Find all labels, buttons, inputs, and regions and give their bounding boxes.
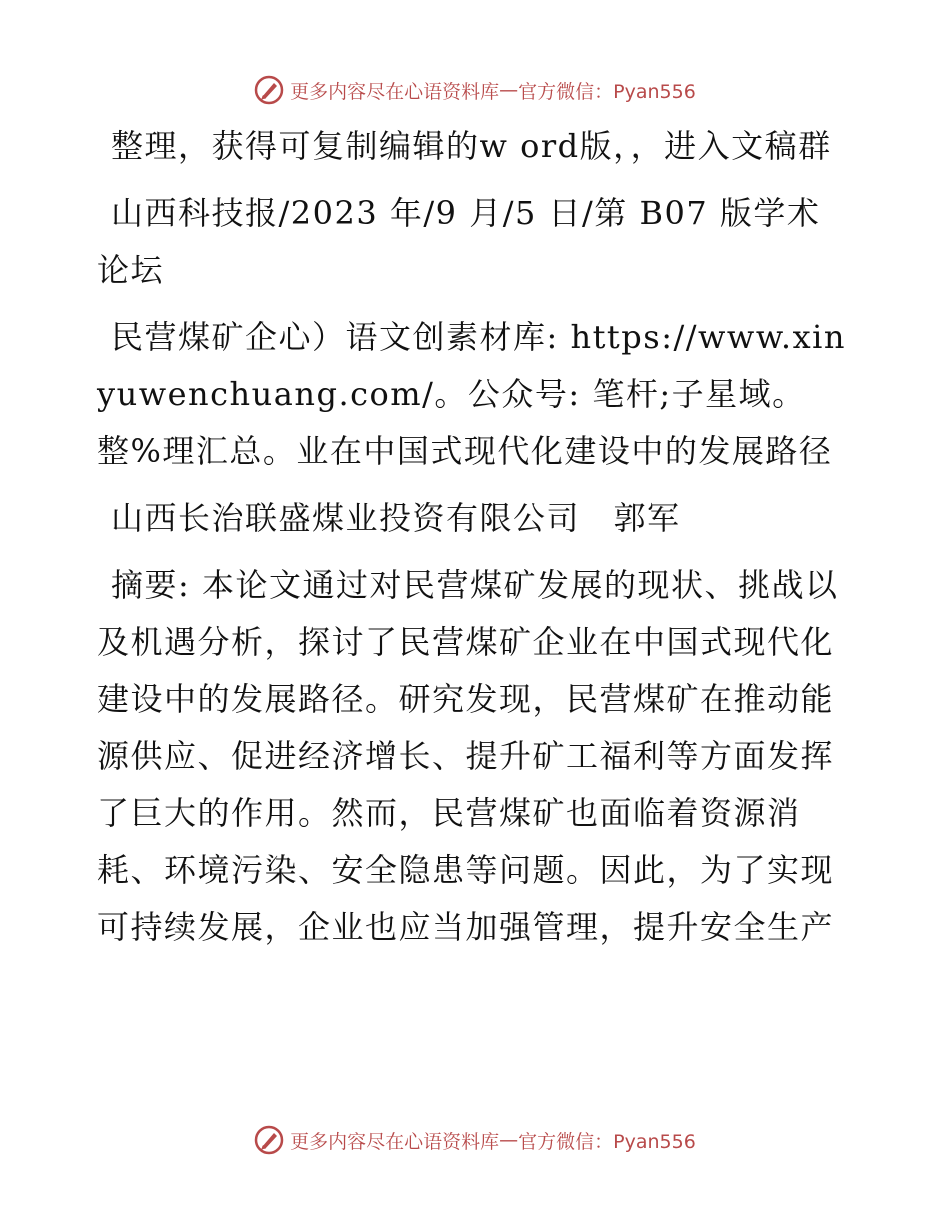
abstract-paragraph: 摘要: 本论文通过对民营煤矿发展的现状、挑战以及机遇分析，探讨了民营煤矿企业在中国式现代化建设中的发展路径。研究发现，民营煤矿在推动能源供应、促进经济增长、提升矿工福利等方面发挥了巨大的作用。然而，民营煤矿也面临着资源消耗、环境污染、安全隐患等问题。因此，为了实现可持续发展，企业也应当加强管理，提升安全生产 — [97, 566, 839, 946]
banner-wechat: 官方微信：Pyan556 — [518, 80, 696, 103]
document-body — [97, 118, 849, 956]
watermark-banner-bottom — [0, 1120, 950, 1160]
author-line: 山西长治联盛煤业投资有限公司 郭军 — [111, 499, 681, 537]
intro-paragraph: 整理，获得可复制编辑的w ord版，，进入文稿群 — [111, 127, 832, 165]
banner-text: 更多内容尽在心语资料库 — [290, 1130, 500, 1153]
pen-logo-icon — [254, 1125, 284, 1155]
article-title: 民营煤矿企心）语文创素材库: https://www.xinyuwenchuang.com/。公众号: 笔杆;子星域。整%理汇总。业在中国式现代化建设中的发展路径 — [97, 318, 846, 470]
banner-text: 更多内容尽在心语资料库 — [290, 80, 500, 103]
banner-separator: — — [499, 1129, 519, 1151]
watermark-banner-top — [0, 70, 950, 110]
pen-logo-icon — [254, 75, 284, 105]
banner-wechat: 官方微信：Pyan556 — [518, 1130, 696, 1153]
publication-info: 山西科技报/2023 年/9 月/5 日/第 B07 版学术论坛 — [97, 194, 821, 289]
banner-separator: — — [499, 79, 519, 101]
